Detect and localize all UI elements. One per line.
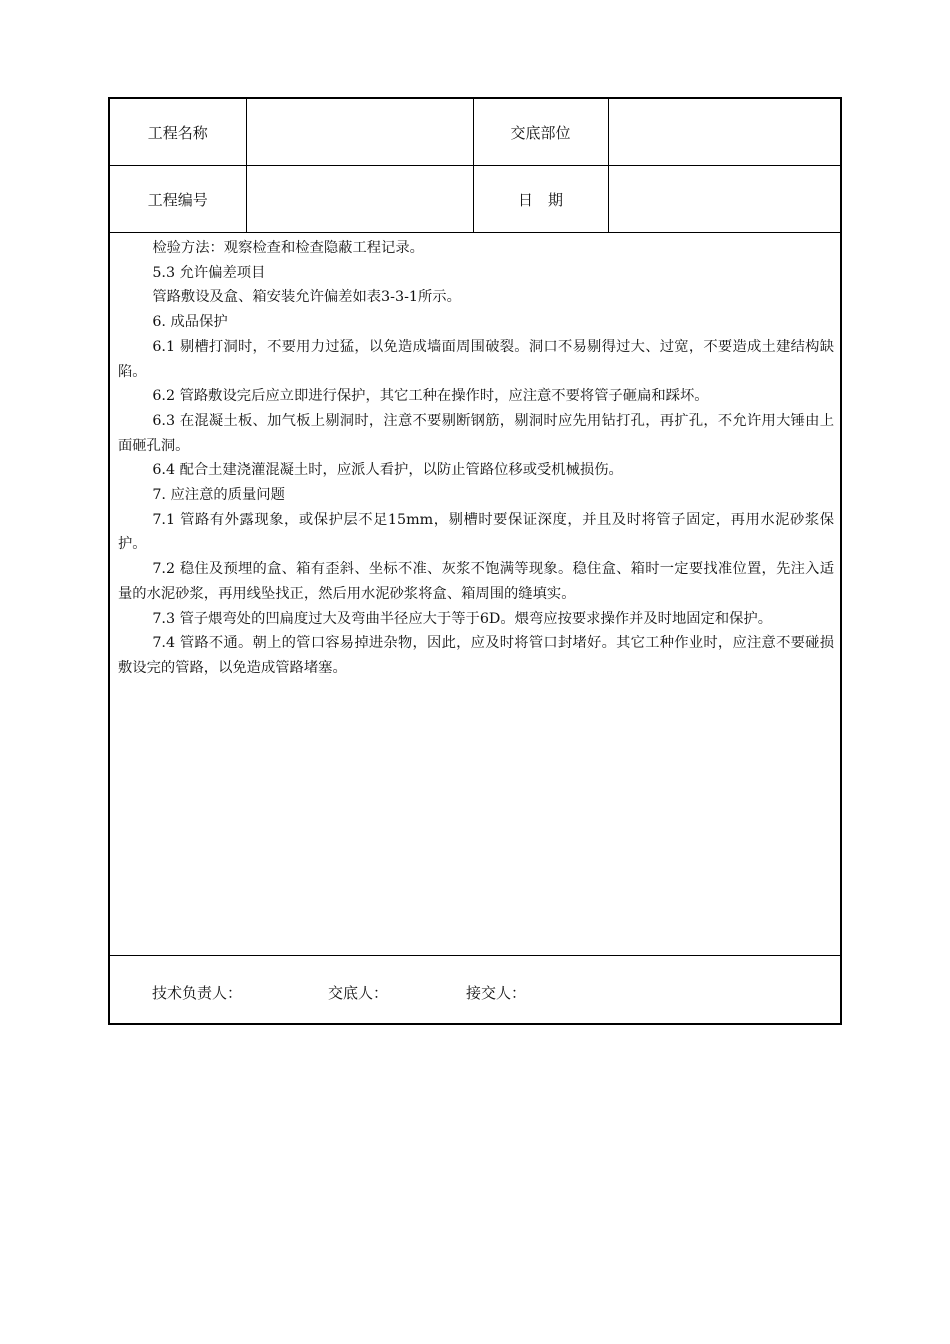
header-row-2 bbox=[110, 166, 840, 233]
paragraph: 6.4 配合土建浇灌混凝土时，应派人看护，以防止管路位移或受机械损伤。 bbox=[152, 462, 623, 479]
paragraph: 6. 成品保护 bbox=[152, 314, 228, 331]
paragraph: 7. 应注意的质量问题 bbox=[152, 487, 285, 504]
paragraph: 管路敷设及盒、箱安装允许偏差如表3-3-1所示。 bbox=[152, 289, 461, 306]
project-no-label: 工程编号 bbox=[110, 166, 246, 233]
disclosure-form bbox=[108, 97, 842, 1025]
paragraph: 6.3 在混凝土板、加气板上剔洞时，注意不要剔断钢筋，剔洞时应先用钻打孔，再扩孔，不允许用大锤由上面砸孔洞。 bbox=[118, 412, 834, 454]
signature-row bbox=[110, 955, 840, 1026]
paragraph: 7.4 管路不通。朝上的管口容易掉进杂物，因此，应及时将管口封堵好。其它工种作业时，应注意不要碰损敷设完的管路，以免造成管路堵塞。 bbox=[118, 635, 834, 676]
handover-part-label: 交底部位 bbox=[473, 99, 608, 166]
discloser-label: 交底人： bbox=[328, 984, 389, 1002]
disclosure-content bbox=[118, 236, 834, 681]
header-table bbox=[110, 99, 840, 233]
date-label: 日 期 bbox=[473, 166, 608, 233]
paragraph: 6.1 剔槽打洞时，不要用力过猛，以免造成墙面周围破裂。洞口不易剔得过大、过宽，不要造成土建结构缺陷。 bbox=[118, 338, 834, 380]
paragraph: 检验方法：观察检查和检查隐蔽工程记录。 bbox=[152, 240, 424, 256]
tech-lead-label: 技术负责人： bbox=[152, 984, 243, 1002]
date-field[interactable] bbox=[608, 166, 840, 233]
header-row-1 bbox=[110, 99, 840, 166]
paragraph: 7.2 稳住及预埋的盒、箱有歪斜、坐标不准、灰浆不饱满等现象。稳住盒、箱时一定要找准位置，先注入适量的水泥砂浆，再用线坠找正，然后用水泥砂浆将盒、箱周围的缝填实。 bbox=[118, 561, 834, 602]
paragraph: 7.3 管子煨弯处的凹扁度过大及弯曲半径应大于等于6D。煨弯应按要求操作并及时地固定和保护。 bbox=[152, 610, 773, 627]
project-no-field[interactable] bbox=[246, 166, 473, 233]
project-name-field[interactable] bbox=[246, 99, 473, 166]
project-name-label: 工程名称 bbox=[110, 99, 246, 166]
paragraph: 6.2 管路敷设完后应立即进行保护，其它工种在操作时，应注意不要将管子砸扁和踩坏。 bbox=[152, 388, 709, 405]
paragraph: 5.3 允许偏差项目 bbox=[152, 264, 266, 281]
handover-part-field[interactable] bbox=[608, 99, 840, 166]
paragraph: 7.1 管路有外露现象，或保护层不足15mm，剔槽时要保证深度，并且及时将管子固定，再用水泥砂浆保护。 bbox=[118, 511, 834, 553]
receiver-label: 接交人： bbox=[466, 984, 527, 1002]
